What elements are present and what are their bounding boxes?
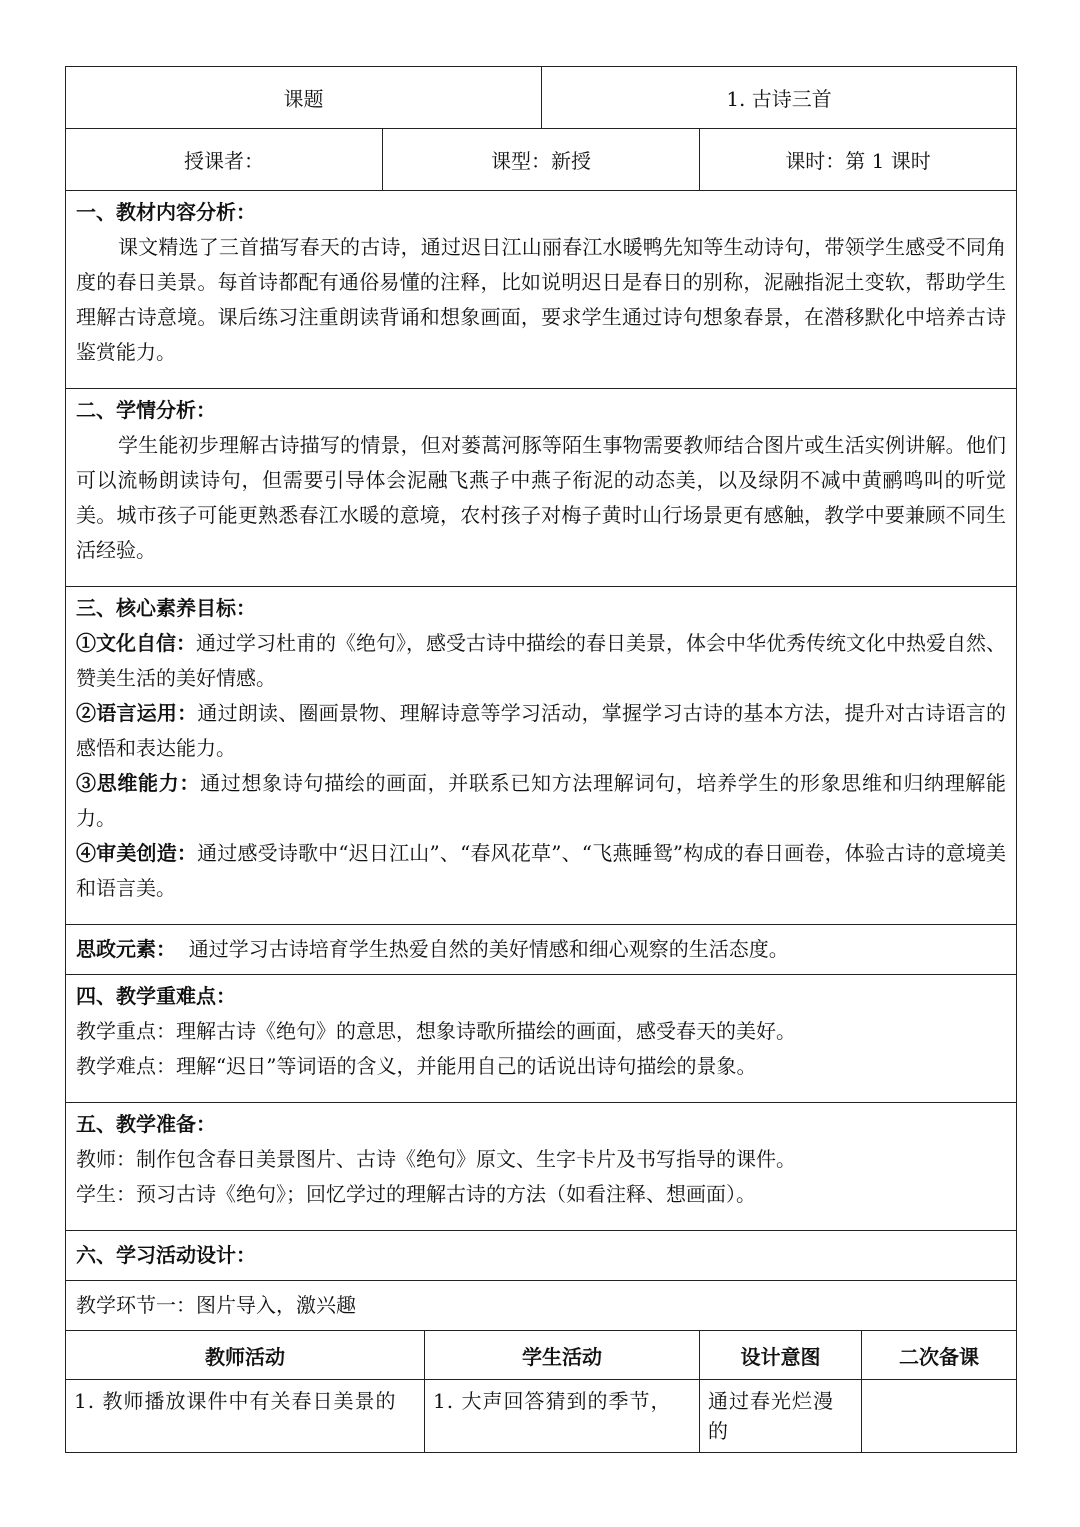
topic-row	[66, 67, 1017, 129]
teacher-preparation: 教师：制作包含春日美景图片、古诗《绝句》原文、生字卡片及书写指导的课件。	[76, 1147, 796, 1171]
section-title: 四、教学重难点：	[76, 984, 236, 1008]
lesson-period: 课时：第 1 课时	[700, 129, 1017, 191]
activity-row	[66, 1380, 1017, 1453]
topic-label: 课题	[66, 67, 542, 129]
info-row	[66, 129, 1017, 191]
goal-text: 通过想象诗句描绘的画面，并联系已知方法理解词句，培养学生的形象思维和归纳理解能力。	[76, 771, 1007, 830]
col-design-intent: 设计意图	[700, 1331, 862, 1380]
student-activity-cell: 1. 大声回答猜到的季节，	[425, 1380, 700, 1453]
teacher-activity-cell: 1. 教师播放课件中有关春日美景的	[66, 1380, 425, 1453]
goal-label: ①文化自信：	[76, 631, 197, 655]
section-title: 一、教材内容分析：	[76, 200, 256, 224]
goal-item	[76, 626, 1006, 696]
goal-text: 通过朗读、圈画景物、理解诗意等学习活动，掌握学习古诗的基本方法，提升对古诗语言的感悟和表达能力。	[76, 701, 1007, 760]
col-teacher-activity: 教师活动	[66, 1331, 425, 1380]
second-prep-cell	[862, 1380, 1017, 1453]
section-title: 三、核心素养目标：	[76, 596, 256, 620]
section-title: 五、教学准备：	[76, 1112, 216, 1136]
goal-item	[76, 696, 1006, 766]
lesson-type: 课型：新授	[383, 129, 700, 191]
section-key-points	[66, 975, 1017, 1103]
section-core-goals	[66, 587, 1017, 925]
goal-label: ③思维能力：	[76, 771, 201, 795]
goal-label: ④审美创造：	[76, 841, 198, 865]
goal-item	[76, 836, 1006, 906]
section-body: 学生能初步理解古诗描写的情景，但对蒌蒿河豚等陌生事物需要教师结合图片或生活实例讲解。他们可以流畅朗读诗句，但需要引导体会泥融飞燕子中燕子衔泥的动态美，以及绿阴不减中黄鹂鸣叫的听觉美。城市孩子可能更熟悉春江水暖的意境，农村孩子对梅子黄时山行场景更有感触，教学中要兼顾不同生活经验。	[76, 433, 1007, 562]
section-preparation	[66, 1103, 1017, 1231]
section-student-analysis	[66, 389, 1017, 587]
ideology-label: 思政元素：	[76, 937, 176, 961]
difficult-point: 教学难点：理解“迟日”等词语的含义，并能用自己的话说出诗句描绘的景象。	[76, 1054, 757, 1078]
section-title: 六、学习活动设计：	[66, 1231, 1017, 1281]
goal-text: 通过感受诗歌中“迟日江山”、“春风花草”、“飞燕睡鸳”构成的春日画卷，体验古诗的意境美和语言美。	[76, 841, 1007, 900]
col-student-activity: 学生活动	[425, 1331, 700, 1380]
stage-title: 教学环节一：图片导入，激兴趣	[66, 1281, 1017, 1331]
goal-text: 通过学习杜甫的《绝句》，感受古诗中描绘的春日美景，体会中华优秀传统文化中热爱自然、赞美生活的美好情感。	[76, 631, 1007, 690]
key-point: 教学重点：理解古诗《绝句》的意思，想象诗歌所描绘的画面，感受春天的美好。	[76, 1019, 796, 1043]
goal-item	[76, 766, 1006, 836]
activity-header-row	[66, 1331, 1017, 1380]
section-activity-design	[66, 1231, 1017, 1281]
design-intent-cell: 通过春光烂漫的	[700, 1380, 862, 1453]
teacher-label: 授课者：	[66, 129, 383, 191]
topic-value: 1. 古诗三首	[542, 67, 1017, 129]
section-ideology	[66, 925, 1017, 975]
section-body: 课文精选了三首描写春天的古诗，通过迟日江山丽春江水暖鸭先知等生动诗句，带领学生感受不同角度的春日美景。每首诗都配有通俗易懂的注释，比如说明迟日是春日的别称，泥融指泥土变软，帮助学生理解古诗意境。课后练习注重朗读背诵和想象画面，要求学生通过诗句想象春景，在潜移默化中培养古诗鉴赏能力。	[76, 235, 1007, 364]
ideology-text: 通过学习古诗培育学生热爱自然的美好情感和细心观察的生活态度。	[188, 937, 789, 961]
lesson-plan-table	[65, 66, 1017, 1453]
student-preparation: 学生：预习古诗《绝句》；回忆学过的理解古诗的方法（如看注释、想画面）。	[76, 1182, 756, 1206]
stage-row	[66, 1281, 1017, 1331]
section-material-analysis	[66, 191, 1017, 389]
goal-label: ②语言运用：	[76, 701, 198, 725]
section-title: 二、学情分析：	[76, 398, 216, 422]
lesson-plan	[65, 66, 1016, 1453]
col-second-prep: 二次备课	[862, 1331, 1017, 1380]
